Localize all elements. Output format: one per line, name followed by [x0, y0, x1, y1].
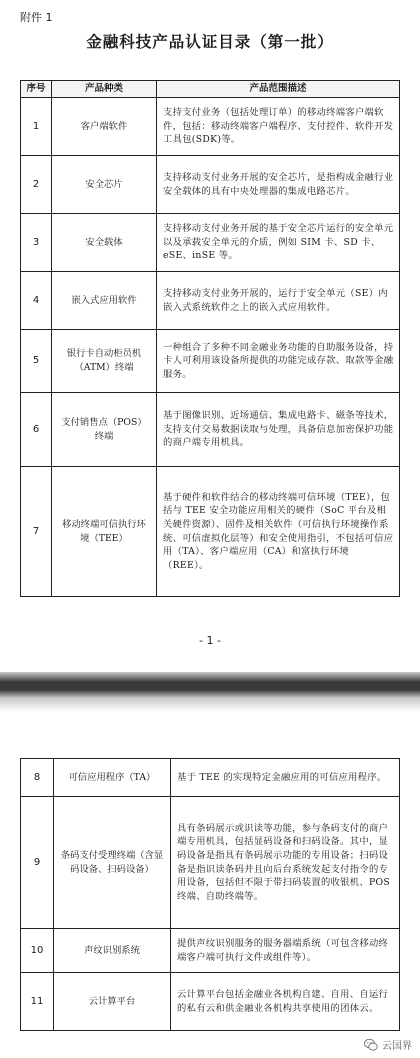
row-no: 10 [21, 929, 54, 973]
table-row [21, 272, 400, 330]
row-desc: 基于图像识别、近场通信、集成电路卡、磁条等技术，支持支付交易数据读取与处理，具备信息加密保护功能的商户端专用机具。 [157, 393, 400, 467]
catalog-table-part-1 [20, 80, 400, 597]
page-number: - 1 - [199, 634, 221, 647]
page-title: 金融科技产品认证目录（第一批） [86, 33, 334, 51]
row-desc: 云计算平台包括金融业各机构自建、自用、自运行的私有云和供金融业各机构共享使用的团体云。 [171, 973, 400, 1031]
table-row [21, 973, 400, 1031]
table-row [21, 156, 400, 214]
row-type: 嵌入式应用软件 [52, 272, 157, 330]
table-row [21, 467, 400, 597]
header-type: 产品种类 [52, 81, 157, 98]
row-desc: 基于 TEE 的实现特定金融应用的可信应用程序。 [171, 759, 400, 797]
row-desc: 基于硬件和软件结合的移动终端可信环境（TEE），包括与 TEE 安全功能应用相关的硬件（SoC 平台及相关硬件资源）、固件及相关软件（可信执行环境操作系统、可信虚拟化层等）和安全使用指引，不包括可信应用（TA）、客户端应用（CA）和富执行环境（REE）。 [157, 467, 400, 597]
table-row [21, 797, 400, 929]
header-no: 序号 [21, 81, 52, 98]
row-desc: 支持支付业务（包括处理订单）的移动终端客户端软件，包括：移动终端客户端程序、支付控件、软件开发工具包(SDK)等。 [157, 98, 400, 156]
header-desc: 产品范围描述 [157, 81, 400, 98]
row-type: 银行卡自动柜员机（ATM）终端 [52, 330, 157, 393]
row-type: 条码支付受理终端（含显码设备、扫码设备） [54, 797, 171, 929]
row-type: 安全芯片 [52, 156, 157, 214]
row-no: 8 [21, 759, 54, 797]
row-no: 11 [21, 973, 54, 1031]
row-type: 安全载体 [52, 214, 157, 272]
row-desc: 提供声纹识别服务的服务器端系统（可包含移动终端客户端可执行文件或组件等）。 [171, 929, 400, 973]
row-type: 支付销售点（POS）终端 [52, 393, 157, 467]
row-no: 4 [21, 272, 52, 330]
attachment-label: 附件 1 [20, 11, 53, 24]
document-page-2 [0, 732, 420, 1058]
row-no: 1 [21, 98, 52, 156]
watermark-text: 云国界 [382, 1041, 412, 1052]
row-desc: 一种组合了多种不同金融业务功能的自助服务设备，持卡人可利用该设备所提供的功能完成存款、取款等金融服务。 [157, 330, 400, 393]
row-type: 移动终端可信执行环境（TEE） [52, 467, 157, 597]
row-desc: 支持移动支付业务开展的安全芯片，是指构成金融行业安全载体的具有中央处理器的集成电路芯片。 [157, 156, 400, 214]
table-row [21, 759, 400, 797]
watermark [364, 1037, 412, 1052]
row-desc: 支持移动支付业务开展的基于安全芯片运行的安全单元以及承载安全单元的介质，例如 SIM 卡、SD 卡、eSE、inSE 等。 [157, 214, 400, 272]
row-type: 声纹识别系统 [54, 929, 171, 973]
row-type: 可信应用程序（TA） [54, 759, 171, 797]
row-no: 5 [21, 330, 52, 393]
table-header-row [21, 81, 400, 98]
row-no: 6 [21, 393, 52, 467]
catalog-table-part-2 [20, 758, 400, 1031]
table-row [21, 393, 400, 467]
page-separator [0, 672, 420, 732]
row-desc: 支持移动支付业务开展的，运行于安全单元（SE）内嵌入式系统软件之上的嵌入式应用软件。 [157, 272, 400, 330]
row-no: 3 [21, 214, 52, 272]
table-row [21, 98, 400, 156]
wechat-icon [364, 1038, 378, 1052]
table-row [21, 929, 400, 973]
row-no: 7 [21, 467, 52, 597]
table-row [21, 330, 400, 393]
row-no: 2 [21, 156, 52, 214]
table-row [21, 214, 400, 272]
row-no: 9 [21, 797, 54, 929]
row-desc: 具有条码展示或识读等功能，参与条码支付的商户端专用机具，包括显码设备和扫码设备。其中，显码设备是指具有条码展示功能的专用设备；扫码设备是指识读条码并且向后台系统发起支付指令的专用设备，包括但不限于带扫码装置的收银机、POS 终端、自助终端等。 [171, 797, 400, 929]
row-type: 云计算平台 [54, 973, 171, 1031]
row-type: 客户端软件 [52, 98, 157, 156]
